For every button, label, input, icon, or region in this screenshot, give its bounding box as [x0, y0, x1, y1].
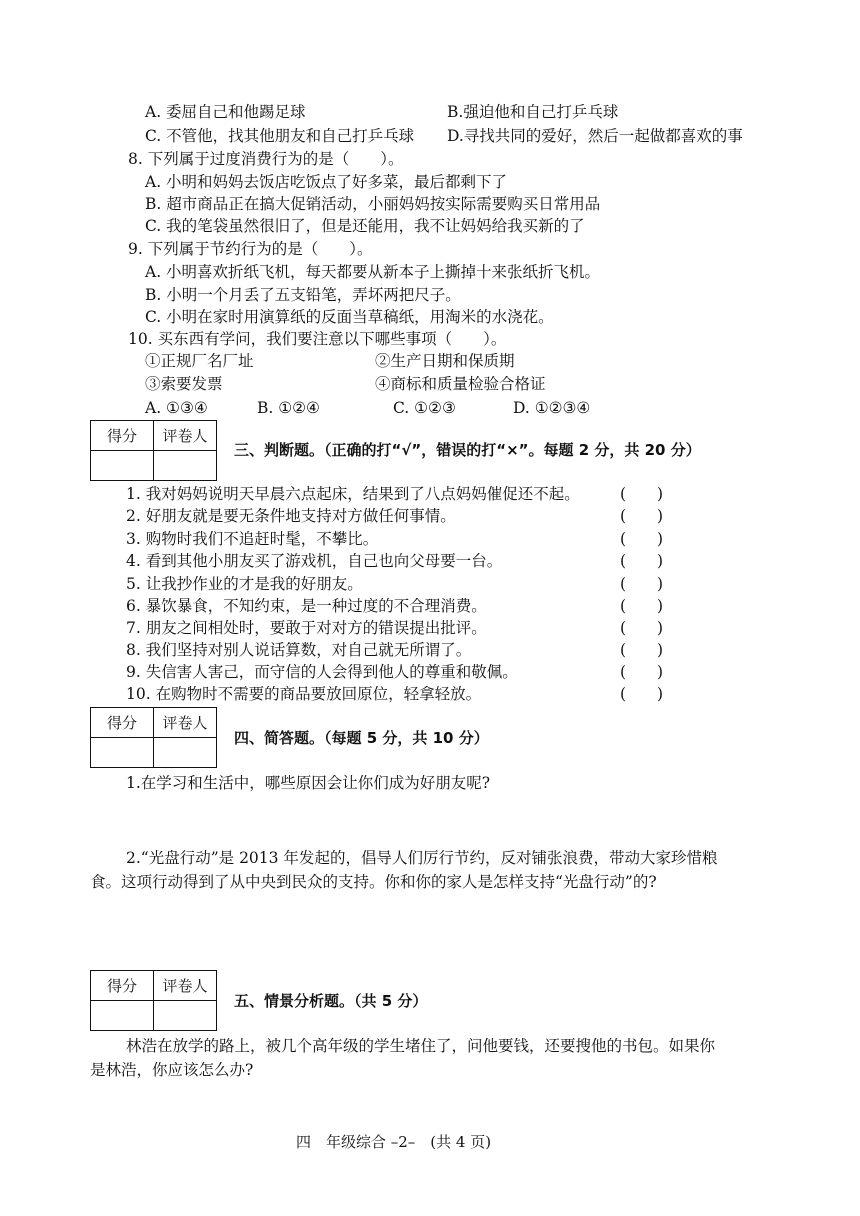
judge-item: 7. 朋友之间相处时，要敢于对对方的错误提出批评。: [126, 619, 487, 637]
judge-item: 10. 在购物时不需要的商品要放回原位，轻拿轻放。: [126, 685, 482, 703]
grader-cell[interactable]: [154, 451, 217, 481]
q10-item-4: ④商标和质量检验合格证: [375, 375, 546, 393]
grader-label: 评卷人: [154, 421, 217, 451]
score-box-section3: [90, 420, 217, 481]
section4-title: 四、简答题。（每题 5 分，共 10 分）: [234, 729, 489, 747]
score-label: 得分: [91, 708, 154, 738]
q8-option-b: B. 超市商品正在搞大促销活动，小丽妈妈按实际需要购买日常用品: [145, 195, 601, 213]
q10-stem: 10. 买东西有学问，我们要注意以下哪些事项（ ）。: [128, 330, 507, 348]
section5-title: 五、情景分析题。（共 5 分）: [234, 992, 428, 1010]
answer-blank[interactable]: ( ): [620, 575, 664, 593]
grader-cell[interactable]: [154, 1001, 217, 1031]
q10-option-b: B. ①②④: [257, 399, 320, 417]
judge-item: 9. 失信害人害己，而守信的人会得到他人的尊重和敬佩。: [126, 663, 518, 681]
answer-blank[interactable]: ( ): [620, 507, 664, 525]
judge-item: 6. 暴饮暴食，不知约束，是一种过度的不合理消费。: [126, 597, 487, 615]
judge-item: 8. 我们坚持对别人说话算数，对自己就无所谓了。: [126, 641, 472, 659]
answer-blank[interactable]: ( ): [620, 619, 664, 637]
score-box-section5: [90, 970, 217, 1031]
answer-blank[interactable]: ( ): [620, 552, 664, 570]
short-answer-q2-line2: 食。这项行动得到了从中央到民众的支持。你和你的家人是怎样支持“光盘行动”的?: [90, 873, 657, 891]
score-label: 得分: [91, 421, 154, 451]
q8-option-c: C. 我的笔袋虽然很旧了，但是还能用，我不让妈妈给我买新的了: [145, 217, 585, 235]
judge-item: 3. 购物时我们不追赶时髦，不攀比。: [126, 530, 379, 548]
score-cell[interactable]: [91, 738, 154, 768]
score-cell[interactable]: [91, 451, 154, 481]
q9-stem: 9. 下列属于节约行为的是（ ）。: [128, 240, 373, 258]
answer-blank[interactable]: ( ): [620, 485, 664, 503]
judge-item: 1. 我对妈妈说明天早晨六点起床，结果到了八点妈妈催促还不起。: [126, 485, 580, 503]
answer-blank[interactable]: ( ): [620, 685, 664, 703]
grader-cell[interactable]: [154, 738, 217, 768]
q8-stem: 8. 下列属于过度消费行为的是（ ）。: [128, 150, 404, 168]
score-box-section4: [90, 707, 217, 768]
q9-option-c: C. 小明在家时用演算纸的反面当草稿纸，用淘米的水浇花。: [145, 308, 554, 326]
q7-option-b: B.强迫他和自己打乒乓球: [447, 103, 619, 121]
scenario-line2: 是林浩，你应该怎么办?: [90, 1061, 254, 1079]
judge-item: 2. 好朋友就是要无条件地支持对方做任何事情。: [126, 507, 456, 525]
section3-title: 三、判断题。（正确的打“√”，错误的打“×”。每题 2 分，共 20 分）: [234, 441, 701, 459]
scenario-line1: 林浩在放学的路上，被几个高年级的学生堵住了，问他要钱，还要搜他的书包。如果你: [126, 1037, 716, 1055]
q10-option-a: A. ①③④: [145, 399, 208, 417]
grader-label: 评卷人: [154, 971, 217, 1001]
q10-option-c: C. ①②③: [393, 399, 456, 417]
q9-option-a: A. 小明喜欢折纸飞机，每天都要从新本子上撕掉十来张纸折飞机。: [145, 263, 601, 281]
judge-item: 4. 看到其他小朋友买了游戏机，自己也向父母要一台。: [126, 552, 503, 570]
q7-option-d: D.寻找共同的爱好，然后一起做都喜欢的事: [447, 127, 743, 145]
q8-option-a: A. 小明和妈妈去饭店吃饭点了好多菜，最后都剩下了: [145, 173, 508, 191]
answer-blank[interactable]: ( ): [620, 641, 664, 659]
answer-blank[interactable]: ( ): [620, 663, 664, 681]
grader-label: 评卷人: [154, 708, 217, 738]
judge-item: 5. 让我抄作业的才是我的好朋友。: [126, 575, 363, 593]
q7-option-c: C. 不管他，找其他朋友和自己打乒乓球: [145, 127, 415, 145]
q10-item-3: ③索要发票: [145, 375, 223, 393]
q9-option-b: B. 小明一个月丢了五支铅笔，弄坏两把尺子。: [145, 286, 461, 304]
q7-option-a: A. 委屈自己和他踢足球: [145, 103, 306, 121]
page-footer: 四 年级综合 –2– (共 4 页): [296, 1133, 492, 1151]
score-cell[interactable]: [91, 1001, 154, 1031]
score-label: 得分: [91, 971, 154, 1001]
short-answer-q1: 1.在学习和生活中，哪些原因会让你们成为好朋友呢?: [126, 774, 491, 792]
q10-item-1: ①正规厂名厂址: [145, 352, 254, 370]
q10-item-2: ②生产日期和保质期: [375, 352, 515, 370]
answer-blank[interactable]: ( ): [620, 597, 664, 615]
q10-option-d: D. ①②③④: [513, 399, 591, 417]
short-answer-q2-line1: 2.“光盘行动”是 2013 年发起的，倡导人们厉行节约，反对铺张浪费，带动大家珍惜粮: [126, 849, 718, 867]
answer-blank[interactable]: ( ): [620, 530, 664, 548]
